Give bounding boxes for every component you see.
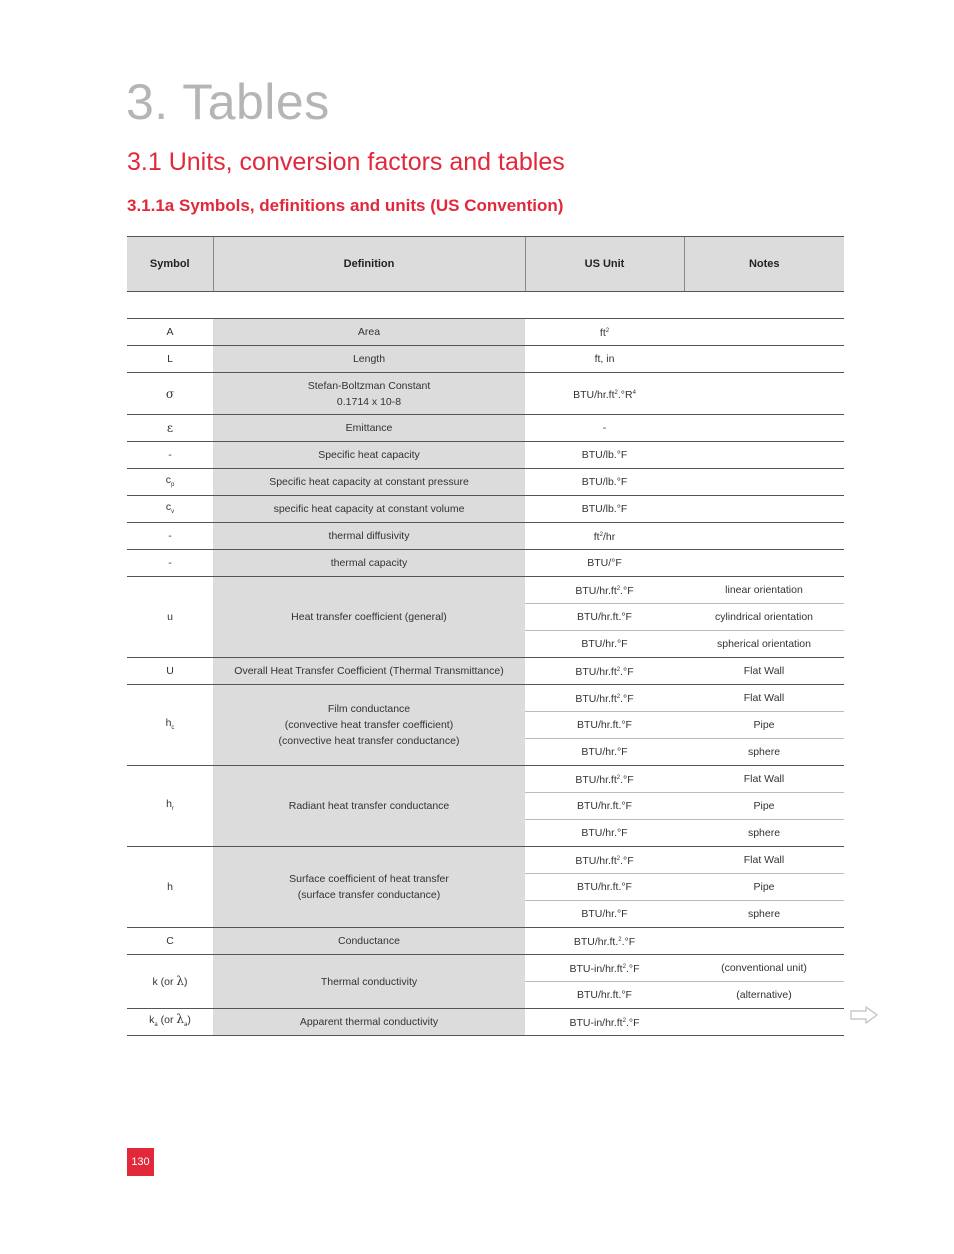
unit-text: ft	[593, 531, 600, 543]
unit-text: BTU/hr.ft.	[573, 936, 619, 948]
notes-cell	[684, 442, 844, 469]
unit-cell	[525, 319, 684, 346]
unit-superscript: 4	[632, 389, 636, 396]
spacer-cell	[127, 292, 844, 319]
unit-superscript: 2	[618, 937, 622, 943]
symbol-cell: h	[127, 847, 213, 928]
definition-line: 0.1714 x 10-8	[336, 395, 402, 408]
symbol-subscript: a	[184, 1022, 188, 1028]
unit-text: /hr	[602, 531, 616, 543]
symbol-text: h	[165, 716, 172, 729]
unit-cell: BTU/hr.ft.°F	[525, 604, 684, 631]
table-row	[127, 766, 844, 793]
notes-cell: Flat Wall	[684, 766, 844, 793]
unit-text: .°R	[617, 388, 633, 401]
notes-cell	[684, 928, 844, 955]
unit-cell: BTU/hr.°F	[525, 901, 684, 928]
notes-cell	[684, 415, 844, 442]
symbol-cell	[127, 469, 213, 496]
unit-cell: BTU/lb.°F	[525, 442, 684, 469]
definition-cell: Specific heat capacity at constant pressure	[213, 469, 525, 496]
symbol-cell	[127, 955, 213, 1009]
symbol-text: k (or	[152, 976, 177, 988]
table-row	[127, 1009, 844, 1036]
unit-text: BTU/hr.ft	[575, 855, 617, 867]
symbol-cell: -	[127, 550, 213, 577]
column-header-unit: US Unit	[525, 237, 684, 292]
section-title: 3.1 Units, conversion factors and tables	[127, 148, 565, 176]
notes-cell	[684, 523, 844, 550]
definition-line: (surface transfer conductance)	[297, 889, 441, 901]
unit-text: BTU/hr.ft	[575, 585, 617, 597]
notes-cell: spherical orientation	[684, 631, 844, 658]
notes-cell	[684, 319, 844, 346]
definition-cell: Area	[213, 319, 525, 346]
symbol-subscript: p	[170, 481, 175, 488]
notes-cell	[684, 373, 844, 415]
column-header-definition: Definition	[213, 237, 525, 292]
notes-cell: linear orientation	[684, 577, 844, 604]
symbol-subscript: a	[154, 1022, 158, 1028]
unit-text: .°F	[620, 855, 634, 867]
notes-cell: sphere	[684, 901, 844, 928]
notes-cell: cylindrical orientation	[684, 604, 844, 631]
definition-line: Surface coefficient of heat transfer	[289, 873, 449, 885]
unit-cell	[525, 766, 684, 793]
unit-text: .°F	[620, 774, 634, 786]
symbol-text: (or	[157, 1014, 177, 1026]
table-spacer	[127, 292, 844, 319]
definition-cell: Radiant heat transfer conductance	[213, 766, 525, 847]
unit-cell: BTU/lb.°F	[525, 469, 684, 496]
table-header-row	[127, 237, 844, 292]
unit-cell: BTU/lb.°F	[525, 496, 684, 523]
definition-cell: Length	[213, 346, 525, 373]
notes-cell: (conventional unit)	[684, 955, 844, 982]
notes-cell	[684, 550, 844, 577]
unit-cell	[525, 928, 684, 955]
table-row	[127, 442, 844, 469]
symbol-cell: L	[127, 346, 213, 373]
symbol-cell	[127, 685, 213, 766]
symbol-subscript: v	[171, 508, 175, 515]
symbol-cell: -	[127, 523, 213, 550]
unit-superscript: 2	[616, 775, 621, 781]
definition-cell: specific heat capacity at constant volume	[213, 496, 525, 523]
definition-cell: Overall Heat Transfer Coefficient (Thermal Transmittance)	[213, 658, 525, 685]
unit-text: BTU-in/hr.ft	[569, 1017, 623, 1029]
chapter-title: 3. Tables	[126, 74, 330, 130]
table-row	[127, 928, 844, 955]
unit-superscript: 2	[622, 964, 626, 970]
definition-cell: Heat transfer coefficient (general)	[213, 577, 525, 658]
definition-cell: Apparent thermal conductivity	[213, 1009, 525, 1036]
unit-cell	[525, 1009, 684, 1036]
symbol-text: c	[165, 473, 171, 486]
table-row	[127, 550, 844, 577]
unit-cell	[525, 685, 684, 712]
table-row	[127, 658, 844, 685]
unit-cell: BTU/hr.°F	[525, 820, 684, 847]
unit-cell	[525, 577, 684, 604]
notes-cell: Flat Wall	[684, 847, 844, 874]
unit-text: .°F	[620, 585, 634, 597]
table-row	[127, 319, 844, 346]
table-row	[127, 847, 844, 874]
lambda-symbol: λ	[176, 1012, 185, 1026]
subsection-title: 3.1.1a Symbols, definitions and units (US Convention)	[127, 196, 564, 215]
notes-cell	[684, 496, 844, 523]
notes-cell: Pipe	[684, 793, 844, 820]
notes-cell: sphere	[684, 739, 844, 766]
symbol-subscript: c	[171, 724, 175, 731]
unit-superscript: 2	[599, 532, 603, 538]
definition-line: (convective heat transfer coefficient)	[284, 719, 454, 731]
unit-text: BTU/hr.ft	[575, 693, 617, 705]
unit-cell	[525, 523, 684, 550]
symbol-text: k	[149, 1014, 155, 1026]
symbol-cell	[127, 1009, 213, 1036]
definition-cell: Conductance	[213, 928, 525, 955]
unit-cell: BTU/hr.ft.°F	[525, 874, 684, 901]
notes-cell: Flat Wall	[684, 685, 844, 712]
unit-cell	[525, 373, 684, 415]
definition-cell	[213, 847, 525, 928]
unit-superscript: 2	[622, 1018, 626, 1024]
notes-cell: (alternative)	[684, 982, 844, 1009]
notes-cell: Pipe	[684, 712, 844, 739]
unit-cell: BTU/hr.°F	[525, 631, 684, 658]
symbol-text: c	[165, 500, 172, 513]
notes-cell: Pipe	[684, 874, 844, 901]
unit-superscript: 2	[605, 328, 610, 334]
unit-cell	[525, 847, 684, 874]
table-row	[127, 685, 844, 712]
unit-text: .°F	[625, 963, 640, 975]
unit-superscript: 2	[616, 694, 621, 700]
notes-cell: sphere	[684, 820, 844, 847]
definition-cell: Emittance	[213, 415, 525, 442]
unit-text: .°F	[620, 666, 634, 678]
units-table	[127, 236, 844, 1036]
symbol-cell: -	[127, 442, 213, 469]
symbol-cell	[127, 496, 213, 523]
table-row	[127, 415, 844, 442]
definition-cell: Thermal conductivity	[213, 955, 525, 1009]
unit-text: BTU-in/hr.ft	[569, 963, 623, 975]
unit-text: .°F	[621, 936, 636, 948]
table-row	[127, 523, 844, 550]
unit-superscript: 2	[616, 586, 621, 592]
unit-text: ft	[599, 327, 606, 339]
table-row	[127, 955, 844, 982]
symbol-cell: ε	[127, 415, 213, 442]
unit-cell: BTU/hr.ft.°F	[525, 793, 684, 820]
column-header-notes: Notes	[684, 237, 844, 292]
unit-text: .°F	[625, 1017, 640, 1029]
unit-cell	[525, 955, 684, 982]
symbol-text: )	[187, 1014, 191, 1026]
unit-cell: -	[525, 415, 684, 442]
unit-text: BTU/hr.ft	[575, 774, 617, 786]
table-row	[127, 346, 844, 373]
notes-cell	[684, 469, 844, 496]
table-row	[127, 469, 844, 496]
definition-cell: thermal diffusivity	[213, 523, 525, 550]
definition-line: (convective heat transfer conductance)	[278, 735, 460, 747]
unit-superscript: 2	[616, 667, 621, 673]
unit-text: .°F	[620, 693, 634, 705]
symbol-cell	[127, 766, 213, 847]
symbol-text: h	[166, 797, 172, 810]
unit-text: BTU/hr.ft	[573, 388, 615, 401]
symbol-cell: σ	[127, 373, 213, 415]
notes-cell	[684, 346, 844, 373]
unit-cell: ft, in	[525, 346, 684, 373]
symbol-cell: u	[127, 577, 213, 658]
column-header-symbol: Symbol	[127, 237, 213, 292]
unit-cell	[525, 658, 684, 685]
unit-cell: BTU/hr.ft.°F	[525, 982, 684, 1009]
definition-cell	[213, 373, 525, 415]
symbol-cell: A	[127, 319, 213, 346]
definition-cell: Specific heat capacity	[213, 442, 525, 469]
unit-cell: BTU/°F	[525, 550, 684, 577]
unit-superscript: 2	[616, 856, 621, 862]
symbol-cell: C	[127, 928, 213, 955]
unit-cell: BTU/hr.°F	[525, 739, 684, 766]
definition-cell: thermal capacity	[213, 550, 525, 577]
lambda-symbol: λ	[176, 974, 185, 988]
unit-cell: BTU/hr.ft.°F	[525, 712, 684, 739]
definition-line: Stefan-Boltzman Constant	[307, 379, 431, 392]
unit-superscript: 2	[614, 389, 618, 396]
unit-text: BTU/hr.ft	[575, 666, 617, 678]
symbol-text: )	[184, 976, 188, 988]
notes-cell	[684, 1009, 844, 1036]
definition-cell	[213, 685, 525, 766]
definition-line: Film conductance	[327, 703, 411, 715]
notes-cell: Flat Wall	[684, 658, 844, 685]
table-row	[127, 577, 844, 604]
symbol-subscript: r	[171, 805, 174, 812]
table-row	[127, 496, 844, 523]
table-row	[127, 373, 844, 415]
arrow-right-outline-icon[interactable]	[850, 1006, 878, 1024]
page-number: 130	[127, 1148, 154, 1176]
symbol-cell: U	[127, 658, 213, 685]
